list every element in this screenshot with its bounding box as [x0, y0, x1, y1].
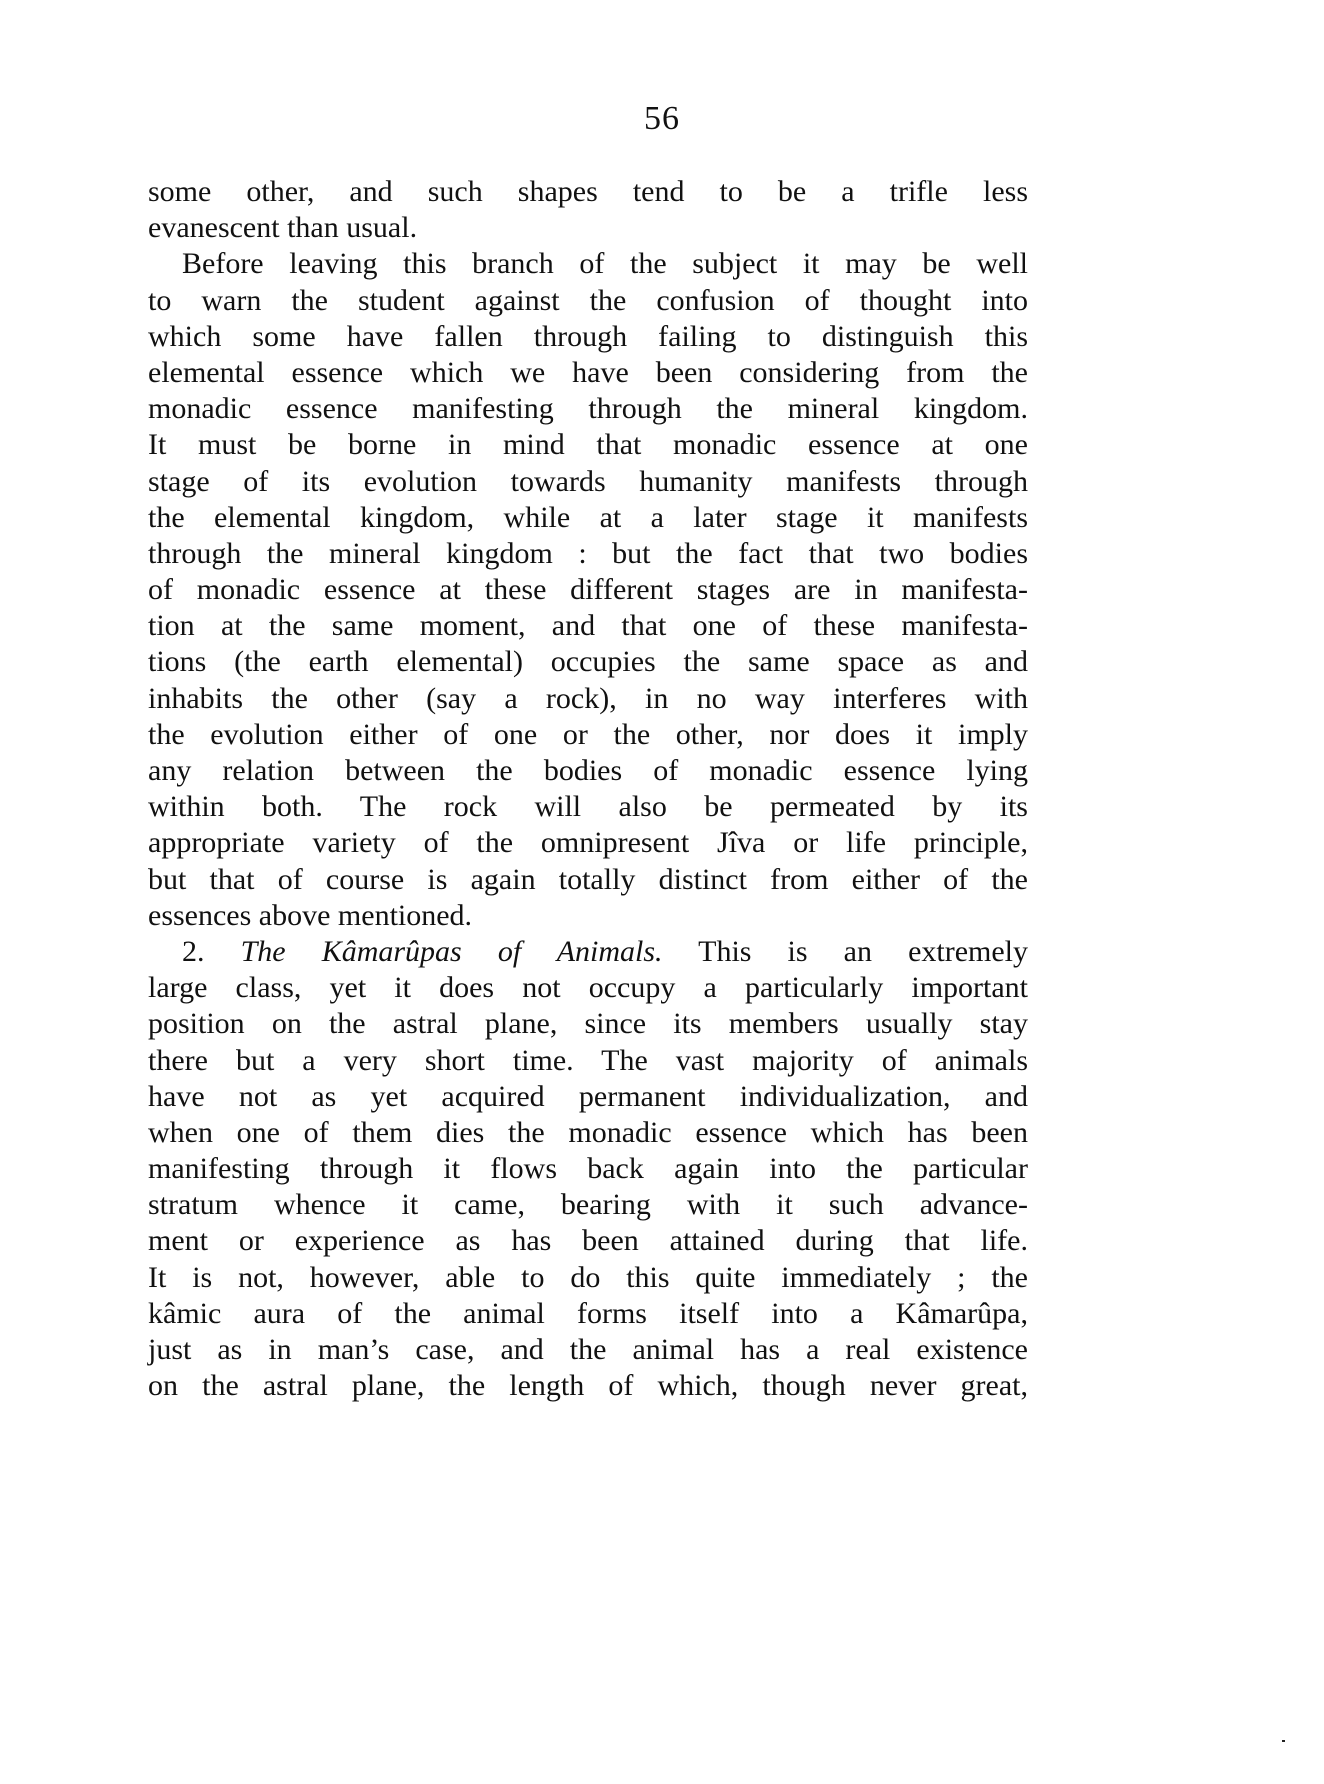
text-line: any relation between the bodies of monadic essence lying: [148, 754, 1028, 787]
section-number: 2.: [182, 934, 205, 968]
text-line: which some have fallen through failing to distinguish this: [148, 319, 1028, 353]
text-line: some other, and such shapes tend to be a trifle less: [148, 175, 1028, 208]
text-line: inhabits the other (say a rock), in no way interferes with: [148, 681, 1028, 715]
text-line: the evolution either of one or the other, nor does it imply: [148, 717, 1028, 751]
text-line: manifesting through it flows back again into the particular: [148, 1152, 1028, 1186]
text-line: tions (the earth elemental) occupies the same space as and: [148, 645, 1028, 679]
text-line: It is not, however, able to do this quite immediately ; the: [148, 1260, 1028, 1294]
body-text: [148, 174, 1028, 1404]
text-line: on the astral plane, the length of which, though never great,: [148, 1369, 1028, 1403]
text-line: It must be borne in mind that monadic essence at one: [148, 428, 1028, 462]
text-line: when one of them dies the monadic essence which has been: [148, 1115, 1028, 1149]
text-line: tion at the same moment, and that one of these manifesta-: [148, 609, 1028, 643]
text-line: the elemental kingdom, while at a later stage it manifests: [148, 500, 1028, 534]
section-title: The Kâmarûpas of Animals.: [240, 934, 663, 968]
text-line: just as in man’s case, and the animal has a real existence: [148, 1333, 1028, 1366]
text-line: evanescent than usual.: [148, 211, 418, 245]
text-line: ment or experience as has been attained during that life.: [148, 1224, 1028, 1258]
section-kamarupas-of-animals: [148, 934, 1028, 1404]
text-line: stratum whence it came, bearing with it such advance-: [148, 1188, 1028, 1222]
text-line: essences above mentioned.: [148, 898, 473, 932]
text-line: within both. The rock will also be permeated by its: [148, 790, 1028, 824]
text-line: monadic essence manifesting through the mineral kingdom.: [148, 392, 1028, 426]
text-line: stage of its evolution towards humanity manifests through: [148, 464, 1028, 498]
text-line: Before leaving this branch of the subject it may be well: [182, 247, 1028, 281]
section-heading-line: [148, 934, 1028, 970]
page-number: 56: [644, 100, 680, 137]
text-line: elemental essence which we have been considering from the: [148, 355, 1028, 389]
paragraph-continuation: [148, 174, 1028, 246]
text-line: of monadic essence at these different stages are in manifesta-: [148, 573, 1028, 607]
text-line: large class, yet it does not occupy a particularly important: [148, 971, 1028, 1005]
text-line: kâmic aura of the animal forms itself into a Kâmarûpa,: [148, 1296, 1028, 1330]
text-line: there but a very short time. The vast majority of animals: [148, 1043, 1028, 1077]
text-line: position on the astral plane, since its members usually stay: [148, 1007, 1028, 1041]
paragraph-monadic-essence: [148, 246, 1028, 934]
text-line: appropriate variety of the omnipresent Jîva or life principle,: [148, 826, 1028, 860]
text-line: through the mineral kingdom : but the fact that two bodies: [148, 536, 1028, 570]
text-line: have not as yet acquired permanent individualization, and: [148, 1079, 1028, 1113]
text-line: to warn the student against the confusion of thought into: [148, 283, 1028, 317]
text-fragment: This is an extremely: [698, 934, 1029, 968]
scan-speck: [1282, 1740, 1285, 1742]
text-line: but that of course is again totally distinct from either of the: [148, 862, 1028, 896]
